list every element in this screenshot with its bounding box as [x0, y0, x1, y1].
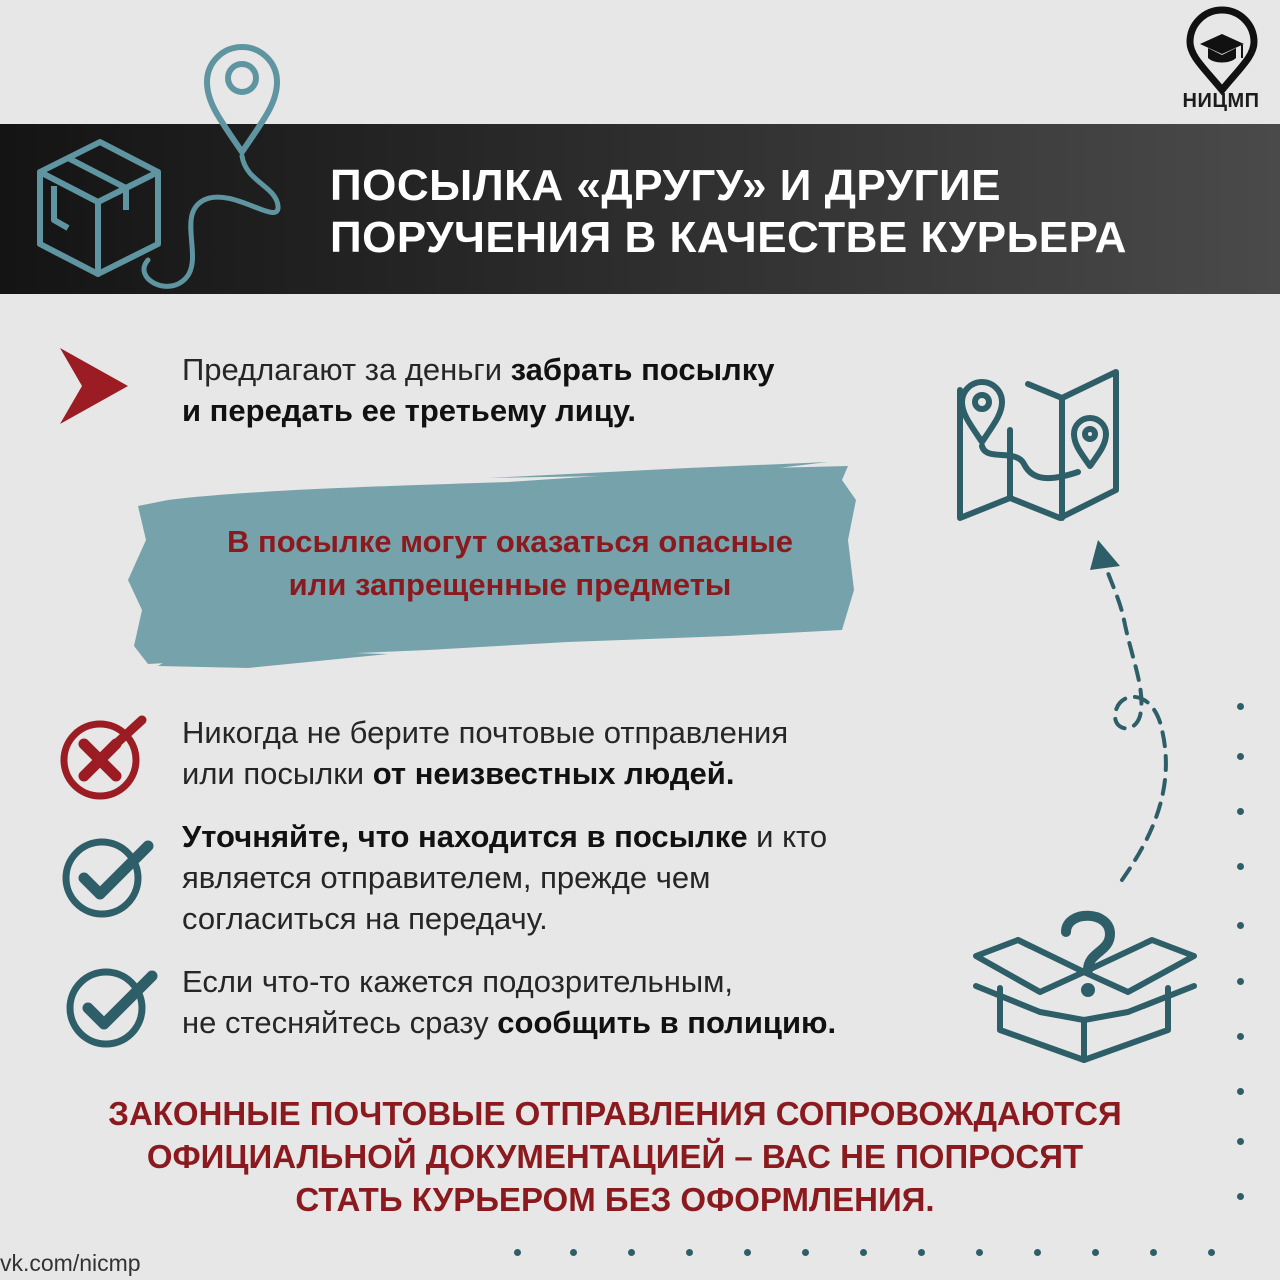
dot-decoration: [1237, 753, 1244, 760]
dot-decoration: [1237, 863, 1244, 870]
dot-decoration: [1150, 1249, 1157, 1256]
check-circle-icon: [62, 960, 158, 1052]
dot-decoration: [744, 1249, 751, 1256]
page-title: [330, 160, 1230, 264]
warning-line-1: В посылке могут оказаться опасные: [227, 524, 793, 559]
dot-decoration: [976, 1249, 983, 1256]
point-never-line-1: Никогда не берите почтовые отправления: [182, 715, 789, 750]
dot-decoration: [1237, 1193, 1244, 1200]
dot-decoration: [1092, 1249, 1099, 1256]
dot-decoration: [1237, 922, 1244, 929]
dot-decoration: [686, 1249, 693, 1256]
dot-decoration: [514, 1249, 521, 1256]
point-check-contents: [182, 816, 942, 939]
dot-decoration: [802, 1249, 809, 1256]
dot-decoration: [1237, 808, 1244, 815]
title-line-1: ПОСЫЛКА «ДРУГУ» И ДРУГИЕ: [330, 161, 1001, 210]
point-police: [182, 961, 962, 1043]
point-offer-bold-line2: и передать ее третьему лицу.: [182, 393, 637, 428]
title-line-2: ПОРУЧЕНИЯ В КАЧЕСТВЕ КУРЬЕРА: [330, 213, 1127, 262]
point-check-line-3: согласиться на передачу.: [182, 901, 548, 936]
point-never: [182, 712, 942, 794]
dot-decoration: [1237, 703, 1244, 710]
dot-decoration: [1237, 978, 1244, 985]
point-offer-bold: забрать посылку: [510, 352, 775, 387]
map-icon: [950, 350, 1130, 530]
point-check-line-2: является отправителем, прежде чем: [182, 860, 711, 895]
conclusion-line-1: ЗАКОННЫЕ ПОЧТОВЫЕ ОТПРАВЛЕНИЯ СОПРОВОЖДАЮТСЯ: [108, 1095, 1122, 1132]
point-never-bold: от неизвестных людей.: [372, 756, 735, 791]
logo-text: НИЦМП: [1182, 90, 1260, 112]
point-check-bold: Уточняйте, что находится в посылке: [182, 819, 748, 854]
conclusion-line-2: ОФИЦИАЛЬНОЙ ДОКУМЕНТАЦИЕЙ – ВАС НЕ ПОПРОСЯТ: [146, 1138, 1084, 1175]
dot-decoration: [628, 1249, 635, 1256]
dot-decoration: [570, 1249, 577, 1256]
point-police-bold: сообщить в полицию.: [497, 1005, 837, 1040]
point-offer: [182, 349, 902, 431]
dot-decoration: [918, 1249, 925, 1256]
dot-decoration: [1237, 1033, 1244, 1040]
dot-decoration: [1237, 1138, 1244, 1145]
footer-link[interactable]: vk.com/nicmp: [0, 1250, 141, 1276]
warning-text: [160, 520, 860, 606]
package-box-icon: [34, 130, 164, 280]
warning-line-2: или запрещенные предметы: [288, 567, 732, 602]
question-box-icon: [970, 900, 1200, 1070]
conclusion-line-3: СТАТЬ КУРЬЕРОМ БЕЗ ОФОРМЛЕНИЯ.: [295, 1181, 935, 1218]
dot-decoration: [1208, 1249, 1215, 1256]
point-never-text: или посылки: [182, 756, 373, 791]
point-police-text: не стесняйтесь сразу: [182, 1005, 498, 1040]
dot-decoration: [1237, 1088, 1244, 1095]
point-offer-text: Предлагают за деньги: [182, 352, 511, 387]
conclusion-text: [60, 1092, 1170, 1221]
check-circle-icon: [58, 830, 154, 922]
point-police-line-1: Если что-то кажется подозрительным,: [182, 964, 734, 999]
dashed-route-arrow: [1050, 540, 1190, 900]
dot-decoration: [860, 1249, 867, 1256]
arrow-bullet-icon: [60, 348, 130, 424]
dot-decoration: [1034, 1249, 1041, 1256]
point-check-text: и кто: [747, 819, 828, 854]
cross-circle-icon: [56, 712, 148, 804]
logo-pin-icon: [1184, 10, 1260, 94]
